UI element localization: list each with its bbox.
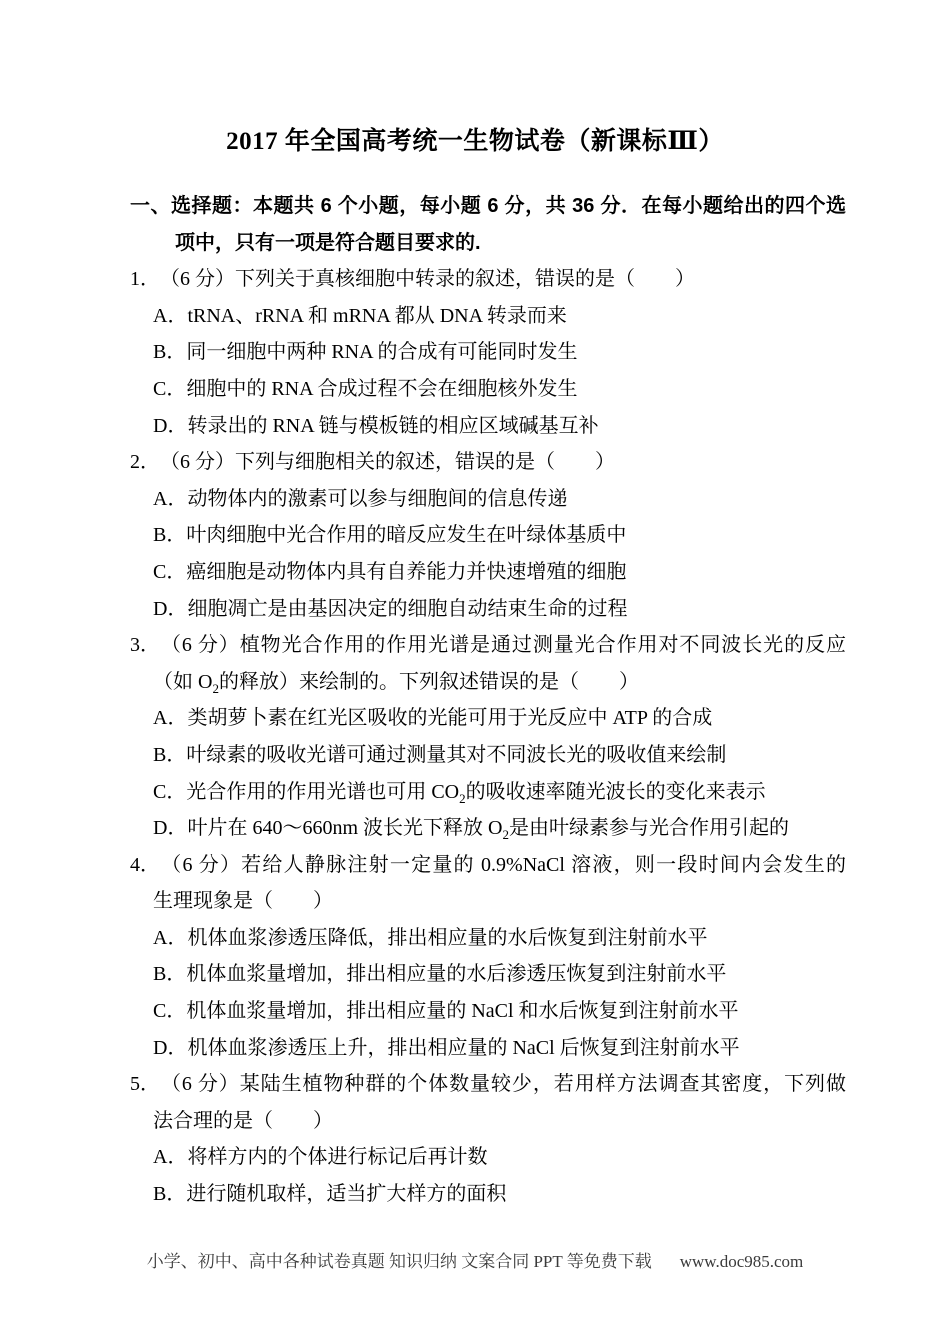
question-stem-line xyxy=(130,847,846,884)
question-3 xyxy=(130,627,846,847)
option-line: B．叶肉细胞中光合作用的暗反应发生在叶绿体基质中 xyxy=(153,524,627,547)
option-line: C．细胞中的 RNA 合成过程不会在细胞核外发生 xyxy=(153,377,578,400)
option-line: D．细胞凋亡是由基因决定的细胞自动结束生命的过程 xyxy=(153,597,628,620)
section-heading-line: 一、选择题：本题共 6 个小题，每小题 6 分，共 36 分．在每小题给出的四个选 xyxy=(130,195,846,217)
question-stem-line: 生理现象是（ ） xyxy=(153,890,333,913)
option-line: D．转录出的 RNA 链与模板链的相应区域碱基互补 xyxy=(153,414,599,437)
question-stem-text: （6 分）植物光合作用的作用光谱是通过测量光合作用对不同波长光的反应 xyxy=(160,634,846,657)
question-stem-line xyxy=(130,627,846,664)
question-stem-line xyxy=(130,1066,846,1103)
option-line: B．进行随机取样，适当扩大样方的面积 xyxy=(153,1183,507,1206)
footer-url: www.doc985.com xyxy=(679,1252,804,1271)
question-5 xyxy=(130,1066,846,1212)
option-line: A．将样方内的个体进行标记后再计数 xyxy=(153,1146,488,1169)
question-1 xyxy=(130,261,846,444)
question-stem-text: （6 分）某陆生植物种群的个体数量较少，若用样方法调查其密度，下列做 xyxy=(160,1073,846,1096)
question-stem-line xyxy=(130,261,846,298)
section-heading xyxy=(130,188,846,261)
footer-text: 小学、初中、高中各种试卷真题 知识归纳 文案合同 PPT 等免费下载 xyxy=(146,1252,652,1271)
question-number: 4． xyxy=(130,853,160,876)
question-number: 5． xyxy=(130,1073,160,1096)
option-line: D．机体血浆渗透压上升，排出相应量的 NaCl 后恢复到注射前水平 xyxy=(153,1036,740,1059)
question-list xyxy=(130,261,846,1212)
question-4 xyxy=(130,847,846,1067)
section-heading-line: 项中，只有一项是符合题目要求的. xyxy=(175,231,481,254)
question-stem-text: （6 分）若给人静脉注射一定量的 0.9%NaCl 溶液，则一段时间内会发生的 xyxy=(160,853,846,876)
option-line: D．叶片在 640～660nm 波长光下释放 $O_2$是由叶绿素参与光合作用引起的 xyxy=(153,817,789,843)
question-stem-line: （如 $O_2$的释放）来绘制的。下列叙述错误的是（ ） xyxy=(153,670,639,696)
question-2 xyxy=(130,444,846,627)
option-line: A．机体血浆渗透压降低，排出相应量的水后恢复到注射前水平 xyxy=(153,926,708,949)
option-line: A．tRNA、rRNA 和 mRNA 都从 DNA 转录而来 xyxy=(153,304,567,327)
document-body xyxy=(130,188,846,1213)
question-stem-text: （6 分）下列关于真核细胞中转录的叙述，错误的是（ ） xyxy=(160,268,695,291)
question-number: 2． xyxy=(130,451,160,474)
option-line: C．癌细胞是动物体内具有自养能力并快速增殖的细胞 xyxy=(153,560,627,583)
option-line: A．类胡萝卜素在红光区吸收的光能可用于光反应中 ATP 的合成 xyxy=(153,707,713,730)
option-line: B．同一细胞中两种 RNA 的合成有可能同时发生 xyxy=(153,341,578,364)
question-number: 1． xyxy=(130,268,160,291)
question-stem-line xyxy=(130,444,846,481)
question-number: 3． xyxy=(130,634,160,657)
document-title: 2017 年全国高考统一生物试卷（新课标Ⅲ） xyxy=(226,128,724,155)
option-line: A．动物体内的激素可以参与细胞间的信息传递 xyxy=(153,487,568,510)
question-stem-text: （6 分）下列与细胞相关的叙述，错误的是（ ） xyxy=(160,451,615,474)
option-line: C．机体血浆量增加，排出相应量的 NaCl 和水后恢复到注射前水平 xyxy=(153,1000,739,1023)
option-line: B．叶绿素的吸收光谱可通过测量其对不同波长光的吸收值来绘制 xyxy=(153,743,727,766)
question-stem-line: 法合理的是（ ） xyxy=(153,1109,333,1132)
option-line: B．机体血浆量增加，排出相应量的水后渗透压恢复到注射前水平 xyxy=(153,963,727,986)
option-line: C．光合作用的作用光谱也可用 $CO_2$的吸收速率随光波长的变化来表示 xyxy=(153,780,766,806)
page-footer xyxy=(0,1247,950,1272)
